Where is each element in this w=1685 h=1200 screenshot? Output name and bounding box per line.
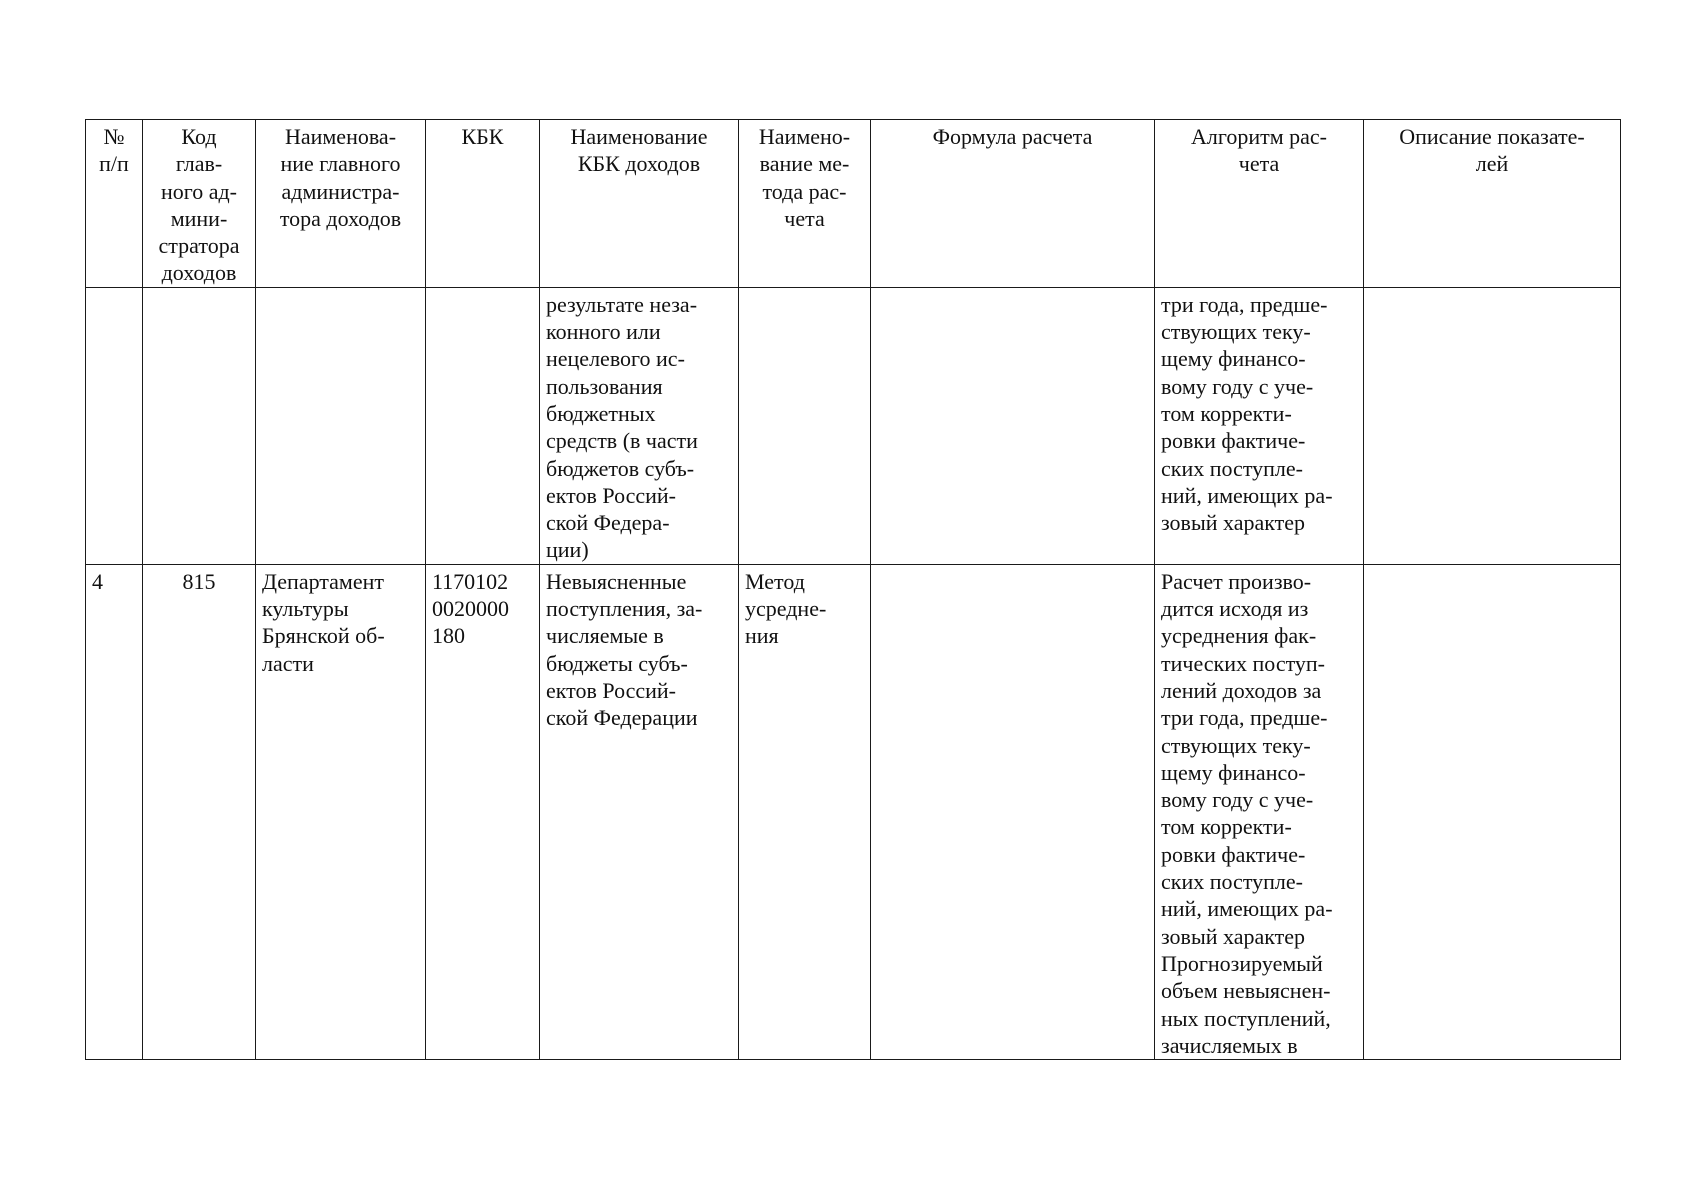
cell-formula-empty	[871, 287, 1155, 564]
header-admin-name: Наименова- ние главного администра- тора доходов	[256, 120, 426, 288]
cell-admin-name: Департамент культуры Брянской об- ласти	[256, 564, 426, 1059]
revenue-forecast-table	[85, 119, 1621, 1060]
cell-kbk-empty	[426, 287, 540, 564]
header-kbk: КБК	[426, 120, 540, 288]
header-description: Описание показате- лей	[1364, 120, 1621, 288]
header-admin-code: Код глав- ного ад- мини- стратора доходов	[143, 120, 256, 288]
cell-code-empty	[143, 287, 256, 564]
table-row-continuation	[86, 287, 1621, 564]
cell-algorithm-continued: три года, предше- ствующих теку- щему финансо- вому году с уче- том корректи- ровки фактиче- ских поступле- ний, имеющих ра- зовый характер	[1155, 287, 1364, 564]
cell-admin-code: 815	[143, 564, 256, 1059]
header-algorithm: Алгоритм рас- чета	[1155, 120, 1364, 288]
header-method-name: Наимено- вание ме- тода рас- чета	[739, 120, 871, 288]
header-kbk-name: Наименование КБК доходов	[540, 120, 739, 288]
cell-kbk: 1170102 0020000 180	[426, 564, 540, 1059]
cell-description	[1364, 564, 1621, 1059]
cell-algorithm: Расчет произво- дится исходя из усреднения фак- тических поступ- лений доходов за три года, предше- ствующих теку- щему финансо- вому году с уче- том корректи- ровки фактиче- ских поступле- ний, имеющих ра- зовый характер Прогнозируемый объем невыяснен- ных поступлений, зачисляемых в	[1155, 564, 1364, 1059]
cell-method-empty	[739, 287, 871, 564]
table-row-4	[86, 564, 1621, 1059]
cell-method: Метод усредне- ния	[739, 564, 871, 1059]
header-row-number: № п/п	[86, 120, 143, 288]
cell-kbk-name: Невыясненные поступления, за- числяемые в бюджеты субъ- ектов Россий- ской Федерации	[540, 564, 739, 1059]
cell-row-number: 4	[86, 564, 143, 1059]
table-header-row	[86, 120, 1621, 288]
cell-num-empty	[86, 287, 143, 564]
header-formula: Формула расчета	[871, 120, 1155, 288]
cell-description-empty	[1364, 287, 1621, 564]
cell-admin-name-empty	[256, 287, 426, 564]
cell-formula	[871, 564, 1155, 1059]
cell-kbk-name-continued: результате неза- конного или нецелевого ис- пользования бюджетных средств (в части бюджетов субъ- ектов Россий- ской Федера- ции)	[540, 287, 739, 564]
